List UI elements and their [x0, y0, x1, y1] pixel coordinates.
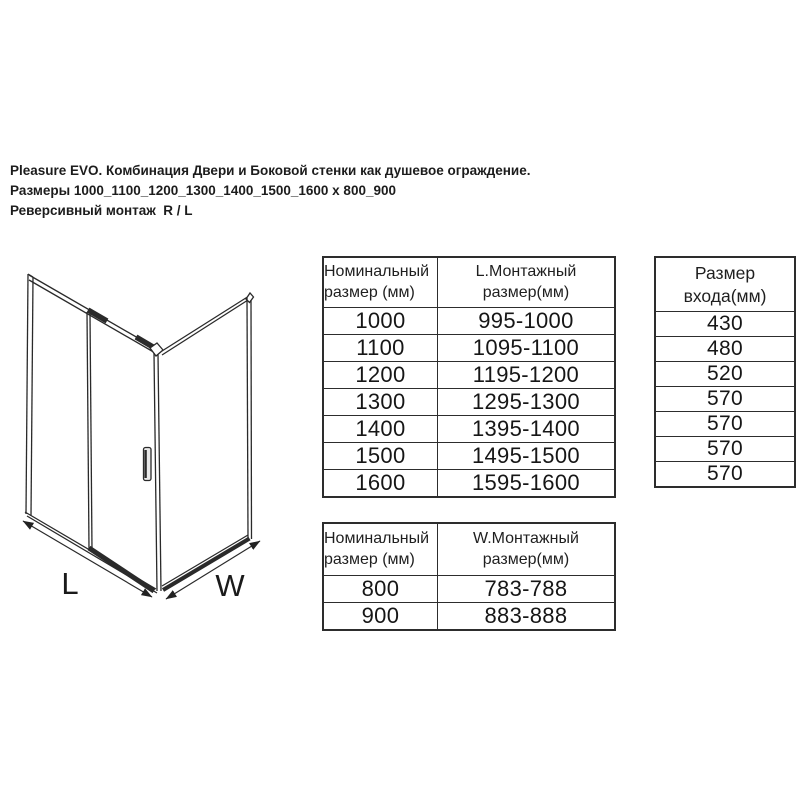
- mounting-size-cell: 1395-1400: [437, 416, 615, 443]
- length-dimension-arrow: [23, 521, 152, 597]
- mounting-size-cell: 1295-1300: [437, 389, 615, 416]
- table-row: [323, 362, 615, 389]
- length-table-header-row: [323, 257, 615, 308]
- nominal-size-header: Номинальный размер (мм): [323, 257, 437, 308]
- length-table: [322, 256, 616, 498]
- nominal-size-cell: 1200: [323, 362, 437, 389]
- nominal-size-cell: 1000: [323, 308, 437, 335]
- mounting-size-cell: 1595-1600: [437, 470, 615, 498]
- bottom-rail: [25, 512, 157, 593]
- entrance-size-cell: 570: [655, 387, 795, 412]
- side-panel: [162, 293, 254, 590]
- door-handle: [144, 448, 152, 481]
- table-row: [323, 603, 615, 631]
- left-wall-profile: [26, 274, 33, 516]
- nominal-size-cell: 1500: [323, 443, 437, 470]
- door-divider-stile: [87, 312, 92, 550]
- mounting-size-cell: 995-1000: [437, 308, 615, 335]
- table-row: [323, 443, 615, 470]
- table-row: [323, 470, 615, 498]
- nominal-size-cell: 1100: [323, 335, 437, 362]
- table-row: [323, 416, 615, 443]
- width-label: W: [215, 568, 245, 603]
- table-row: [323, 308, 615, 335]
- top-rail: [29, 275, 157, 354]
- table-row: [655, 362, 795, 387]
- width-table-header-row: [323, 523, 615, 576]
- table-row: [655, 387, 795, 412]
- nominal-size-cell: 800: [323, 576, 437, 603]
- width-table: [322, 522, 616, 631]
- nominal-size-cell: 1600: [323, 470, 437, 498]
- mounting-size-cell: 1495-1500: [437, 443, 615, 470]
- mounting-size-cell: 783-788: [437, 576, 615, 603]
- roller-bracket-right: [136, 337, 153, 347]
- table-row: [655, 412, 795, 437]
- entrance-size-cell: 570: [655, 412, 795, 437]
- table-row: [323, 335, 615, 362]
- table-row: [323, 389, 615, 416]
- title-line-2: Размеры 1000_1100_1200_1300_1400_1500_1600 x 800_900: [10, 183, 396, 198]
- table-row: [323, 576, 615, 603]
- corner-post: [150, 343, 163, 591]
- w-mounting-size-header: W.Монтажный размер(мм): [437, 523, 615, 576]
- title-line-3: Реверсивный монтаж R / L: [10, 203, 193, 218]
- mounting-size-cell: 1195-1200: [437, 362, 615, 389]
- width-dimension-arrow: [166, 541, 260, 599]
- entrance-size-header: Размер входа(мм): [655, 257, 795, 312]
- entrance-size-cell: 520: [655, 362, 795, 387]
- nominal-size-cell: 1300: [323, 389, 437, 416]
- nominal-size-cell: 900: [323, 603, 437, 631]
- nominal-size-cell: 1400: [323, 416, 437, 443]
- entrance-size-cell: 430: [655, 312, 795, 337]
- document-header: [10, 161, 530, 221]
- table-row: [655, 337, 795, 362]
- entrance-size-cell: 570: [655, 437, 795, 462]
- shower-enclosure-drawing: [0, 250, 300, 620]
- door-bottom-guide: [89, 548, 154, 591]
- mounting-size-cell: 883-888: [437, 603, 615, 631]
- entrance-size-table: [654, 256, 796, 488]
- mounting-size-cell: 1095-1100: [437, 335, 615, 362]
- title-line-1: Pleasure EVO. Комбинация Двери и Боковой стенки как душевое ограждение.: [10, 163, 531, 178]
- table-row: [655, 312, 795, 337]
- l-mounting-size-header: L.Монтажный размер(мм): [437, 257, 615, 308]
- entrance-table-header-row: [655, 257, 795, 312]
- nominal-size-header: Номинальный размер (мм): [323, 523, 437, 576]
- entrance-size-cell: 480: [655, 337, 795, 362]
- entrance-size-cell: 570: [655, 462, 795, 488]
- length-label: L: [61, 566, 79, 601]
- table-row: [655, 462, 795, 488]
- table-row: [655, 437, 795, 462]
